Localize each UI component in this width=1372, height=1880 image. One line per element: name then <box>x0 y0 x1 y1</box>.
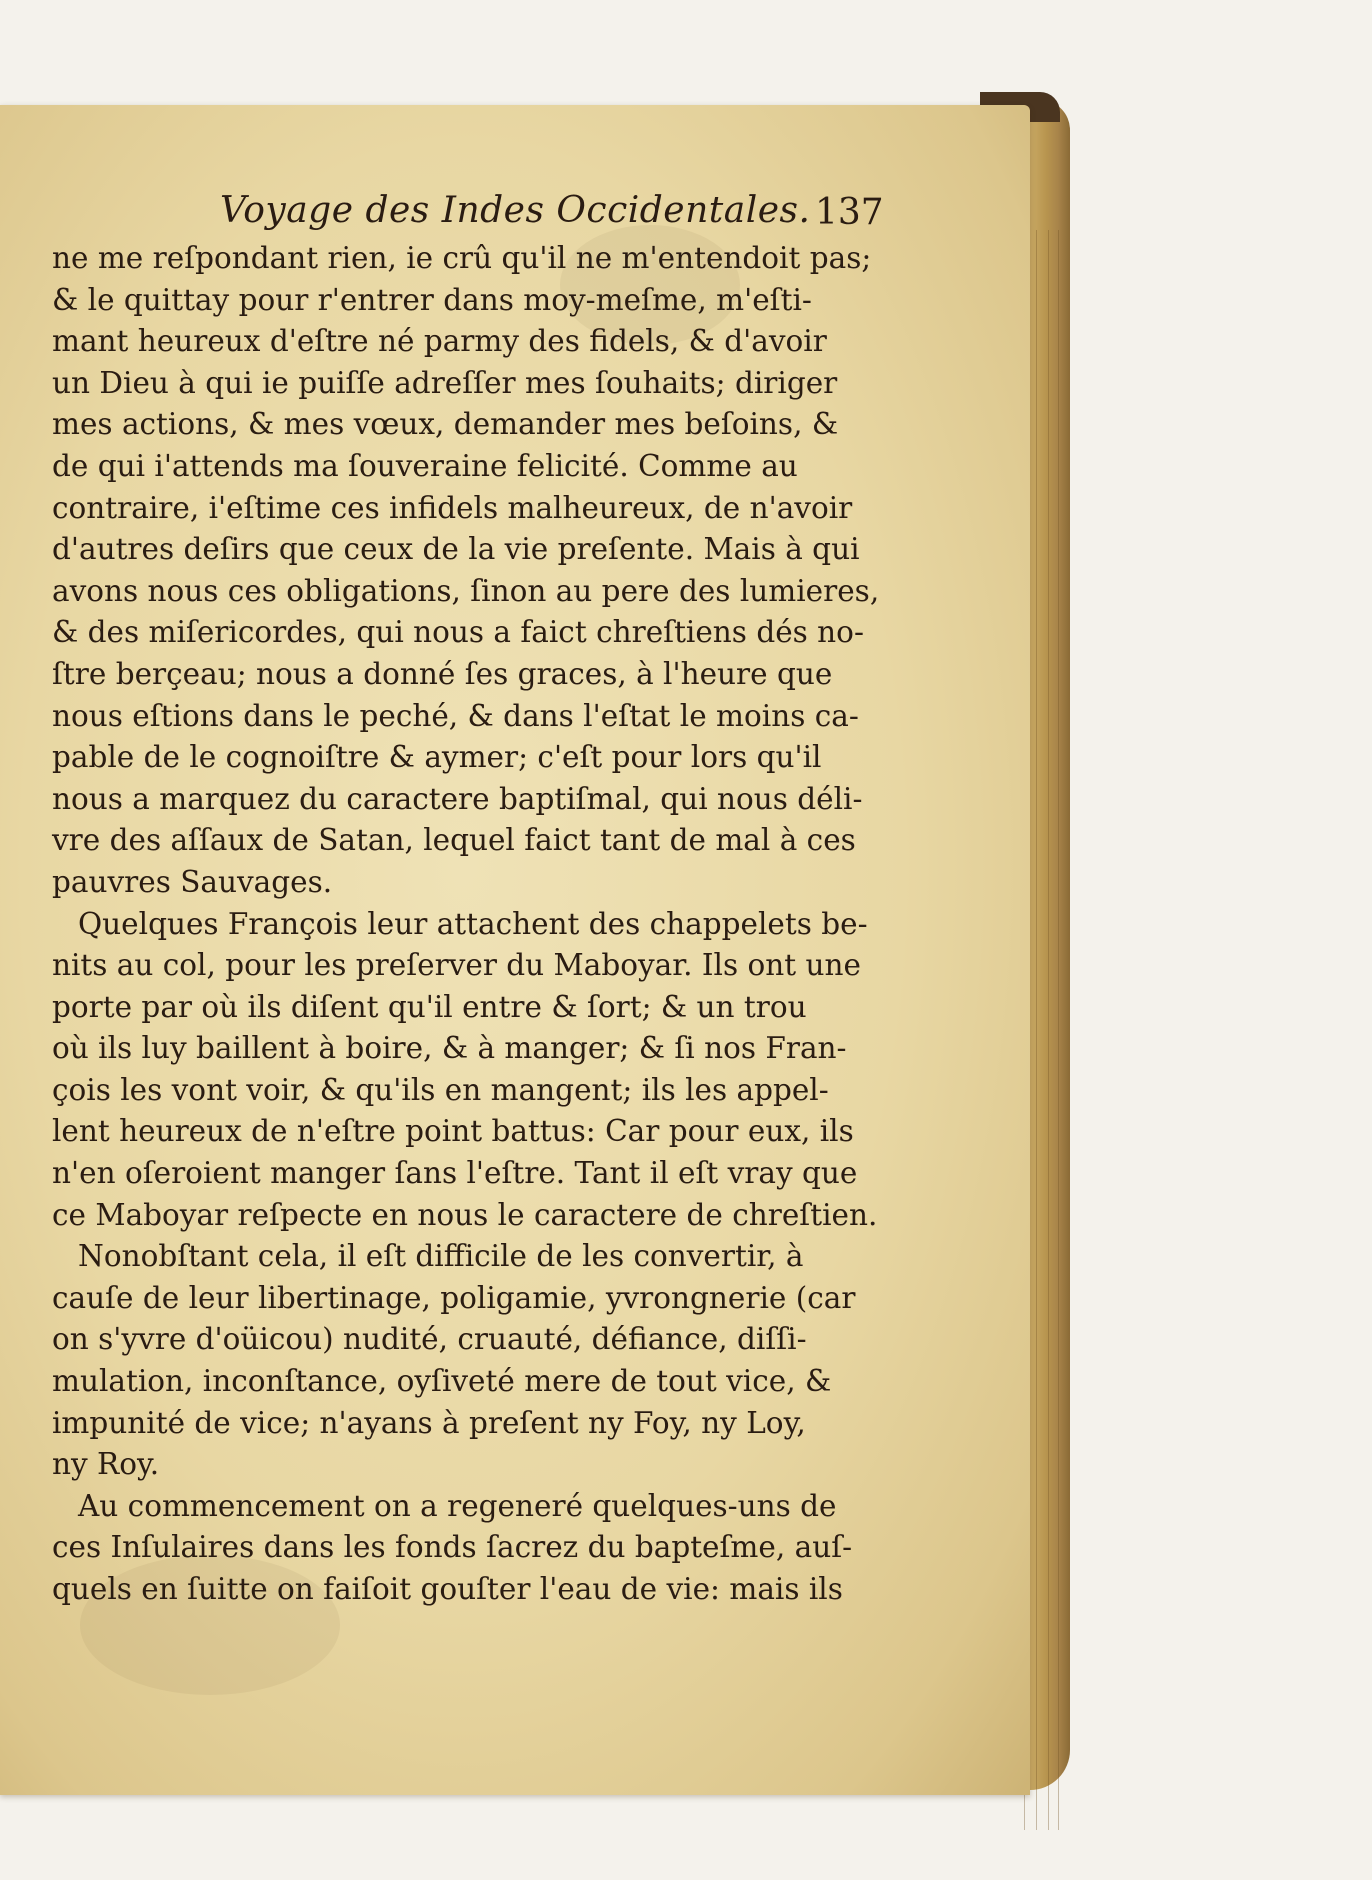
text-line: mes actions, & mes vœux, demander mes beſoins, & <box>52 407 839 442</box>
edge-line <box>1058 230 1059 1830</box>
text-line: on s'yvre d'oüicou) nudité, cruauté, défiance, diſſi- <box>52 1322 807 1357</box>
text-line: ces Inſulaires dans les fonds ſacrez du bapteſme, auſ- <box>52 1530 853 1565</box>
text-line: & des miſericordes, qui nous a faict chreſtiens dés no- <box>52 615 864 650</box>
text-line: nous a marquez du caractere baptiſmal, qui nous déli- <box>52 781 863 816</box>
text-line: avons nous ces obligations, ſinon au pere des lumieres, <box>52 573 880 608</box>
text-line: ny Roy. <box>52 1447 160 1482</box>
text-line: ſtre berçeau; nous a donné ſes graces, à l'heure que <box>52 656 833 691</box>
text-line: vre des aſſaux de Satan, lequel faict tant de mal à ces <box>52 823 856 858</box>
text-line: n'en oſeroient manger ſans l'eſtre. Tant il eſt vray que <box>52 1156 858 1191</box>
paragraph-start-line: Nonobſtant cela, il eſt difficile de les convertir, à <box>78 1239 804 1274</box>
text-line: où ils luy baillent à boire, & à manger; & ſi nos Fran- <box>52 1031 847 1066</box>
paragraph-start-line: Au commencement on a regeneré quelques-uns de <box>78 1488 837 1523</box>
page-number: 137 <box>815 192 884 233</box>
text-line: un Dieu à qui ie puiſſe adreſſer mes ſouhaits; diriger <box>52 365 838 400</box>
text-line: nits au col, pour les preſerver du Maboyar. Ils ont une <box>52 948 861 983</box>
text-line: çois les vont voir, & qu'ils en mangent; ils les appel- <box>52 1072 829 1107</box>
text-line: mant heureux d'eſtre né parmy des fidels, & d'avoir <box>52 324 827 359</box>
text-line: pable de le cognoiſtre & aymer; c'eſt pour lors qu'il <box>52 740 822 775</box>
body-text <box>52 238 880 1611</box>
text-line: impunité de vice; n'ayans à preſent ny Foy, ny Loy, <box>52 1405 806 1440</box>
text-line: lent heureux de n'eſtre point battus: Car pour eux, ils <box>52 1114 854 1149</box>
text-line: pauvres Sauvages. <box>52 864 333 899</box>
text-line: nous eſtions dans le peché, & dans l'eſtat le moins ca- <box>52 698 859 733</box>
text-line: de qui i'attends ma ſouveraine felicité. Comme au <box>52 448 798 483</box>
paragraph-start-line: Quelques François leur attachent des chappelets be- <box>78 906 868 941</box>
running-head: Voyage des Indes Occidentales. <box>220 190 811 231</box>
edge-line <box>1048 230 1049 1830</box>
text-line: cauſe de leur libertinage, poligamie, yvrongnerie (car <box>52 1280 856 1315</box>
text-line: d'autres deſirs que ceux de la vie preſente. Mais à qui <box>52 532 860 567</box>
text-line: & le quittay pour r'entrer dans moy-meſme, m'eſti- <box>52 282 812 317</box>
text-line: ce Maboyar reſpecte en nous le caractere de chreſtien. <box>52 1197 878 1232</box>
text-line: mulation, inconſtance, oyſiveté mere de tout vice, & <box>52 1364 832 1399</box>
text-line: contraire, i'eſtime ces infidels malheureux, de n'avoir <box>52 490 853 525</box>
text-line: porte par où ils diſent qu'il entre & ſort; & un trou <box>52 989 807 1024</box>
text-line: quels en ſuitte on faiſoit gouſter l'eau de vie: mais ils <box>52 1572 843 1606</box>
text-line: ne me reſpondant rien, ie crû qu'il ne m'entendoit pas; <box>52 241 872 275</box>
edge-line <box>1036 230 1037 1830</box>
